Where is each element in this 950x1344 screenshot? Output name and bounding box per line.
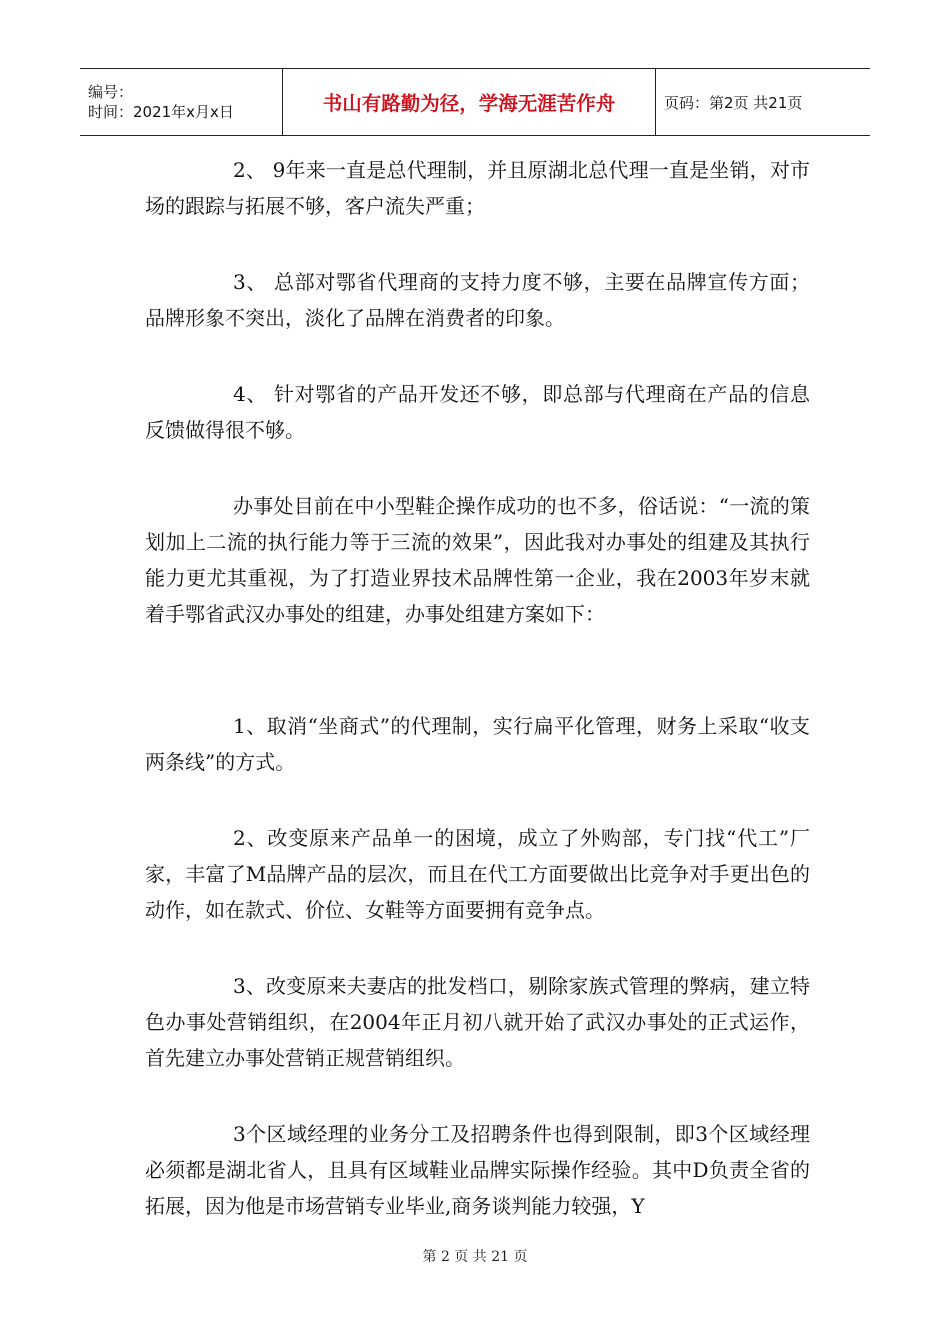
header-motto	[283, 69, 656, 135]
document-body	[145, 152, 810, 1224]
motto-text: 书山有路勤为径，学海无涯苦作舟	[322, 92, 616, 115]
paragraph: 3、改变原来夫妻店的批发档口，剔除家族式管理的弊病，建立特色办事处营销组织，在2004年正月初八就开始了武汉办事处的正式运作，首先建立办事处营销正规营销组织。	[145, 974, 810, 1070]
page-footer: 第 2 页 共 21 页	[422, 1249, 528, 1265]
document-header	[80, 68, 870, 136]
paragraph: 3个区域经理的业务分工及招聘条件也得到限制，即3个区域经理必须都是湖北省人，且具有区域鞋业品牌实际操作经验。其中D负责全省的拓展，因为他是市场营销专业毕业,商务谈判能力较强，Y	[145, 1122, 810, 1218]
paragraph: 3、 总部对鄂省代理商的支持力度不够，主要在品牌宣传方面；品牌形象不突出，淡化了品牌在消费者的印象。	[145, 270, 810, 330]
paragraph: 4、 针对鄂省的产品开发还不够，即总部与代理商在产品的信息反馈做得很不够。	[145, 382, 810, 442]
page-label: 页码：第2页 共21页	[664, 93, 803, 112]
header-page-info	[656, 69, 870, 135]
header-meta	[80, 69, 283, 135]
paragraph: 2、 9年来一直是总代理制，并且原湖北总代理一直是坐销，对市场的跟踪与拓展不够，客户流失严重；	[145, 158, 810, 218]
number-label: 编号：	[88, 83, 134, 101]
paragraph: 2、改变原来产品单一的困境，成立了外购部，专门找“代工”厂家，丰富了M品牌产品的层次，而且在代工方面要做出比竞争对手更出色的动作，如在款式、价位、女鞋等方面要拥有竞争点。	[145, 826, 810, 922]
date-label: 时间：2021年x月x日	[88, 103, 234, 121]
paragraph: 1、取消“坐商式”的代理制，实行扁平化管理，财务上采取“收支两条线”的方式。	[145, 714, 810, 774]
paragraph: 办事处目前在中小型鞋企操作成功的也不多，俗话说：“一流的策划加上二流的执行能力等于三流的效果”，因此我对办事处的组建及其执行能力更尤其重视，为了打造业界技术品牌性第一企业，我在2003年岁末就着手鄂省武汉办事处的组建，办事处组建方案如下：	[145, 494, 810, 626]
